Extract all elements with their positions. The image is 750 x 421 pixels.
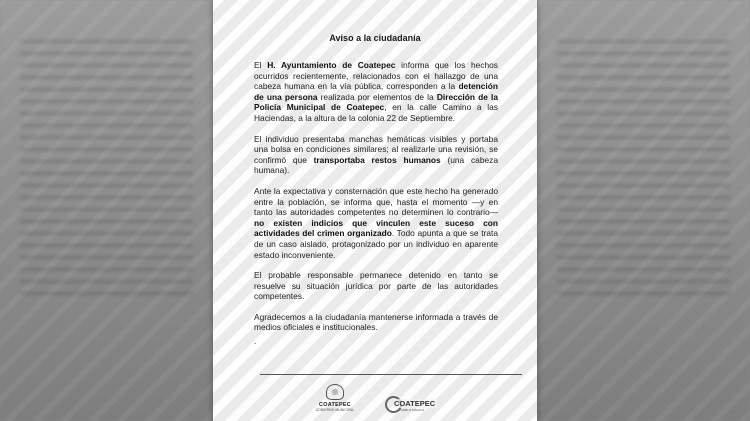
logo-right-name: COATEPEC [394, 399, 436, 408]
blurred-background-left [0, 0, 213, 421]
logo-left-subtitle: GOBIERNO MUNICIPAL [315, 408, 355, 412]
notice-title: Aviso a la ciudadanía [329, 33, 421, 43]
bold-text-run: H. Ayuntamiento de Coatepec [267, 60, 396, 70]
notice-paragraph [254, 312, 498, 333]
notice-paragraph [254, 270, 498, 302]
text-run: El probable responsable permanece detenido en tanto se resuelve su situación jurídica por parte de las autoridades competentes. [254, 270, 498, 302]
municipal-seal-icon [326, 384, 344, 400]
text-run: (una cabeza humana). [254, 154, 498, 176]
logo-right-tagline: PUEBLO MÁGICO [399, 408, 425, 412]
trailing-mark: . [254, 336, 257, 347]
footer-divider [260, 374, 522, 375]
notice-document [213, 0, 537, 421]
text-run: . Todo apunta a que se trata de un caso aislado, protagonizado por un individuo en aparente estado inconveniente. [254, 228, 498, 260]
coatepec-brand-logo [385, 394, 435, 416]
text-run: Ante la expectativa y consternación que este hecho ha generado entre la población, se informa que, hasta el momento —y en tanto las autoridades competentes no determinen lo contrario— [254, 185, 498, 218]
text-run: Agradecemos a la ciudadanía mantenerse informada a través de medios oficiales e institucionales. [254, 311, 498, 333]
notice-paragraph [254, 60, 498, 124]
text-run: El [254, 60, 268, 70]
text-run: informa que los hechos ocurridos recientemente, relacionados con el hallazgo de una cabeza humana en la vía pública, corresponden a la [254, 60, 498, 92]
notice-paragraph [254, 134, 498, 176]
bold-text-run: no existen indicios que vinculen este suceso con actividades del crimen organizado [254, 217, 498, 239]
blurred-background-right [537, 0, 750, 421]
text-run: El individuo presentaba manchas hemáticas visibles y portaba una bolsa en condiciones similares; al realizarle una revisión, se confirmó que [254, 133, 498, 165]
bold-text-run: detención de una persona [254, 81, 498, 102]
logo-left-name: COATEPEC [319, 402, 351, 408]
bold-text-run: Dirección de la Policía Municipal de Coatepec [254, 91, 499, 113]
notice-body [254, 60, 498, 347]
coatepec-government-logo [315, 384, 355, 418]
text-run: , en la calle Camino a las Haciendas, a la altura de la colonia 22 de Septiembre. [254, 102, 498, 123]
text-run: realizada por elementos de la [317, 91, 437, 102]
notice-paragraph [254, 186, 498, 260]
bold-text-run: transportaba restos humanos [313, 154, 441, 165]
